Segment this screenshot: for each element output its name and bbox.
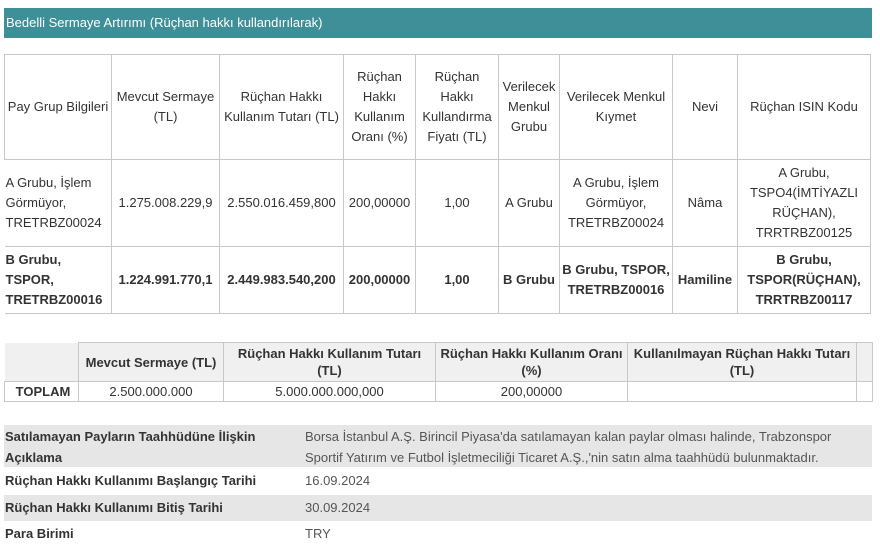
empty-cell (857, 343, 873, 382)
column-header: Rüçhan Hakkı Kullanım Oranı (%) (344, 55, 416, 160)
table-cell: 1,00 (416, 160, 499, 247)
totals-header-row (5, 343, 873, 382)
table-cell: Hamiline (673, 247, 738, 314)
column-header: Kullanılmayan Rüçhan Hakkı Tutarı (TL) (628, 343, 857, 382)
table-cell: 5.000.000.000,000 (224, 382, 436, 402)
column-header: Rüçhan Hakkı Kullandırma Fiyatı (TL) (416, 55, 499, 160)
totals-table (4, 342, 873, 402)
table-row (5, 160, 871, 247)
section-title: Bedelli Sermaye Artırımı (Rüçhan hakkı kullandırılarak) (6, 15, 323, 30)
info-row (4, 495, 872, 521)
empty-cell (857, 382, 873, 402)
table-cell: A Grubu, İşlem Görmüyor, TRETRBZ00024 (5, 160, 112, 247)
section-header (4, 8, 872, 38)
table-cell: 2.550.016.459,800 (220, 160, 344, 247)
table-cell: 1.275.008.229,9 (112, 160, 220, 247)
column-header: Mevcut Sermaye (TL) (79, 343, 224, 382)
column-header: Rüçhan ISIN Kodu (738, 55, 871, 160)
table-cell: B Grubu, TSPOR(RÜÇHAN), TRRTRBZ00117 (738, 247, 871, 314)
rights-issue-table (4, 54, 871, 314)
info-label: Rüçhan Hakkı Kullanımı Başlangıç Tarihi (5, 473, 257, 488)
info-row (4, 425, 872, 467)
totals-row (5, 382, 873, 402)
info-row (4, 467, 872, 495)
table-cell: 2.500.000.000 (79, 382, 224, 402)
column-header: Nevi (673, 55, 738, 160)
column-header: Rüçhan Hakkı Kullanım Oranı (%) (436, 343, 628, 382)
column-header: Rüçhan Hakkı Kullanım Tutarı (TL) (220, 55, 344, 160)
column-header: Mevcut Sermaye (TL) (112, 55, 220, 160)
table-header-row (5, 55, 871, 160)
info-section (4, 425, 872, 547)
info-value: 16.09.2024 (305, 473, 371, 488)
totals-label: TOPLAM (5, 382, 79, 402)
info-value: TRY (305, 526, 331, 541)
table-cell: 2.449.983.540,200 (220, 247, 344, 314)
table-cell: 1.224.991.770,1 (112, 247, 220, 314)
table-cell: 200,00000 (344, 160, 416, 247)
table-cell: B Grubu, TSPOR, TRETRBZ00016 (560, 247, 673, 314)
table-row (5, 247, 871, 314)
info-value: Borsa İstanbul A.Ş. Birincil Piyasa'da satılamayan kalan paylar olması halinde, Trabzonspor Sportif Yatırım ve Futbol İşletmeciliği Ticaret A.Ş.,'nin satın alma taahhüdü bulunmaktadır. (305, 429, 832, 465)
column-header: Verilecek Menkul Kıymet (560, 55, 673, 160)
empty-cell (5, 343, 79, 382)
column-header: Pay Grup Bilgileri (5, 55, 112, 160)
info-label: Rüçhan Hakkı Kullanımı Bitiş Tarihi (5, 500, 223, 515)
table-cell: B Grubu, TSPOR, TRETRBZ00016 (5, 247, 112, 314)
info-label: Para Birimi (5, 526, 74, 541)
table-cell: B Grubu (499, 247, 560, 314)
table-cell (628, 382, 857, 402)
column-header: Verilecek Menkul Grubu (499, 55, 560, 160)
table-cell: A Grubu, İşlem Görmüyor, TRETRBZ00024 (560, 160, 673, 247)
table-cell: A Grubu, TSPO4(İMTİYAZLI RÜÇHAN), TRRTRBZ00125 (738, 160, 871, 247)
table-cell: A Grubu (499, 160, 560, 247)
info-value: 30.09.2024 (305, 500, 371, 515)
column-header: Rüçhan Hakkı Kullanım Tutarı (TL) (224, 343, 436, 382)
info-row (4, 521, 872, 547)
info-label: Satılamayan Payların Taahhüdüne İlişkin Açıklama (5, 429, 256, 465)
table-cell: Nâma (673, 160, 738, 247)
table-cell: 200,00000 (436, 382, 628, 402)
table-cell: 1,00 (416, 247, 499, 314)
table-cell: 200,00000 (344, 247, 416, 314)
